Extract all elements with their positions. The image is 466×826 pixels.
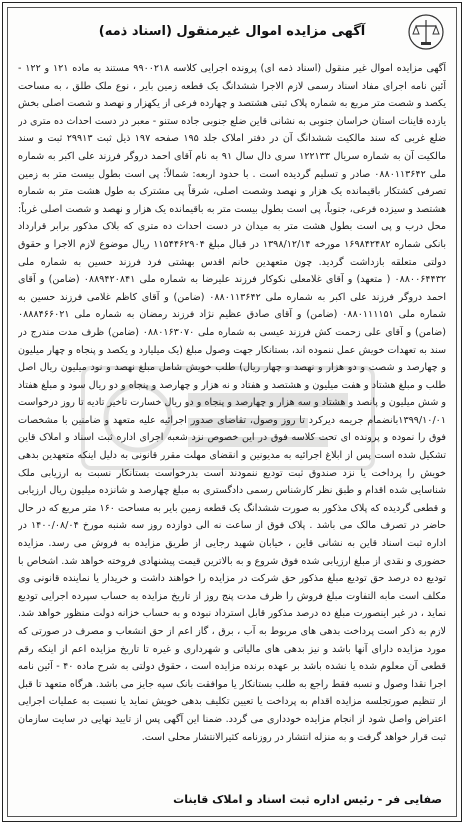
notice-signature: صفایی فر - رئیس اداره ثبت اسناد و املاک قاینات <box>173 793 442 806</box>
notice-inner-border <box>7 7 457 817</box>
notice-title: آگهی مزایده اموال غیرمنقول (اسناد ذمه) <box>98 23 366 39</box>
notice-body: آگهی مزایده اموال غیر منقول (اسناد ذمه ای) پرونده اجرایی کلاسه ۹۹۰۰۲۱۸ مستند به ماده ۱۲۱ و ۱۲۲ - آئین نامه اجرای مفاد اسناد رسمی لازم الاجرا ششدانگ یک قطعه زمین بایر ، نوع ملک طلق ، به مساحت یکصد و شصت متر مربع به شماره پلاک ثبتی هشتصد و چهارده فرعی از یکهزار و نهصد و شصت اصلی بخش یازده قاینات استان خراسان جنوبی به نشانی قاین ضلع جنوبی جاده ستنو - معبر در دست احداث ده متری در ضلع غربی که سند مالکیت ششدانگ آن در دفتر املاک جلد ۱۹۵ صفحه ۱۹۷ ذیل ثبت ۲۹۹۱۳ ثبت و سند مالکیت آن به شماره سریال ۱۲۲۱۳۳ سری دال سال ۹۱ به نام آقای احمد دروگر فرزند علی اکبر به شماره ملی ۰۸۸۰۱۱۳۶۴۲ صادر و تسلیم گردیده است . با حدود اربعه: شمالاً: پی است بطول بیست متر به زمین تصرفی کشتکار باقیمانده یک هزار و نهصد وشصت اصلی، شرقاً پی مشترک به طول هشت متر به شماره هشتصد و سیزده فرعی، جنوباً، پی است بطول بیست متر به باقیمانده یک هزار و نهصد و شصت اصلی غرباً: محل درب و پی است بطول هشت متر به میدان در دست احداث ده متری که بلاک مذکور برابر قرارداد بانکی شماره ۱۶۹۸۴۲۴۸۲ مورخه ۱۳۹۸/۱۲/۱۴ در قبال مبلغ ۱۱۵۴۴۶۲۹۰۴ ریال موضوع لازم الاجرا و حقوق دولتی متعلقه بازداشت گردید. چون متعهدین خانم اقدس بهشتی فرد فرزند حسین به شماره ملی ۰۸۸۰۰۶۴۴۳۲ ( متعهد) و آقای غلامعلی نکوکار فرزند علیرضا به شماره ملی ۰۸۸۹۴۲۰۸۴۱ (ضامن) و آقای احمد دروگر فرزند علی اکبر به شماره ملی ۰۸۸۰۱۱۳۶۴۲ (ضامن) و آقای کاظم غلامی فرزند حسین به شماره ملی ۰۸۸۰۱۱۱۱۵۱ (ضامن) و آقای صادق عظیم نژاد فرزند رمضان به شماره ملی ۰۸۸۸۴۶۶۰۲۱ (ضامن) و آقای علی زحمت کش فرزند عیسی به شماره ملی ۰۸۸۰۱۶۳۰۷۰ (ضامن) ظرف مدت مندرج در سند به تعهدات خویش عمل ننموده اند، بستانکار جهت وصول مبلغ (یک میلیارد و یکصد و پنجاه و چهار میلیون و چهارصد و شصت و دو هزار و نهصد و چهار ریال) طلب خویش شامل مبلغ نهصد و نود میلیون ریال اصل طلب و مبلغ هشتاد و هفت میلیون و هشتصد و هفتاد و نه هزار و چهارصد و پنجاه و دو ریال سود و مبلغ هفتاد و شش میلیون و پانصد و هشتاد و سه هزار و چهارصد و پنجاه و دو ریال خسارت تاخیر تادیه تا روز درخواست ۱۳۹۹/۱۰/۰۱بانضمام جریمه دیرکرد تا روز وصول، تقاضای صدور اجرائیه علیه متعهد و ضامنین با مشخصات فوق را نموده و پرونده ای تحت کلاسه فوق در این خصوص نزد شعبه اجرای اداره ثبت اسناد و املاک قاین تشکیل شده است پس از ابلاغ اجرائیه به مدیونین و انقضای مهلت مقرر قانونی به دلیل اینکه متعهدین بدهی خویش را پرداخت یا نزد صندوق ثبت تودیع ننمودند است بدرخواست بستانکار نسبت به ارزیابی ملک شناسایی شده اقدام و طبق نظر کارشناس رسمی دادگستری به مبلغ چهارصد و شانزده میلیون ریال ارزیابی و قطعی گردیده که پلاک مذکور به صورت ششدانگ یک قطعه زمین بایر به مساحت ۱۶۰ متر مربع که در حال حاضر در تصرف مالک می باشد . پلاک فوق از ساعت نه الی دوازده روز سه شنبه مورخ ۱۴۰۰/۰۸/۰۴ در اداره ثبت اسناد قاین به نشانی قاین ، خیابان شهید رجایی از طریق مزایده به فروش می رسد. مزایده حضوری و نقدی از مبلغ ارزیابی شده فوق شروع و به بالاترین قیمت پیشنهادی فروخته خواهد شد. اشخاص با تودیع ده درصد حق تودیع مبلغ مذکور حق شرکت در مزایده را خواهند داشت و خریدار یا نماینده قانونی وی مکلف است مابه التفاوت مبلغ فروش را ظرف مدت پنج روز از تاریخ مزایده به حساب سپرده اجرایی تودیع نماید ، در غیر اینصورت مبلغ ده درصد مذکور قابل استرداد نبوده و به حساب خزانه دولت منظور خواهد شد. لازم به ذکر است پرداخت بدهی های مربوط به آب ، برق ، گاز اعم از حق انشعاب و مصرف در صورتی که مورد مزایده دارای آنها باشد و نیز بدهی های مالیاتی و شهرداری و غیره تا تاریخ مزایده اعم از اینکه رقم قطعی آن معلوم شده یا نشده باشد بر عهده برنده مزایده است ، حقوق دولتی به شرح ماده ۴۰ - آئین نامه اجرا نقدا وصول و نسبه فقط راجع به طلب بستانکار یا موافقت بانک سپه جایز می باشد. هرگاه متعهد تا قبل از تنظیم صورتجلسه مزایده اقدام به پرداخت یا تعیین تکلیف بدهی خویش نماید یا نسبت به عملیات اجرایی اعتراض واصل شود از انجام مزایده خودداری می گردد. ضمنا این آگهی پس از تایید نهایی در سایت سازمان ثبت قرار خواهد گرفت و به منزله انتشار در روزنامه کثیرالانتشار محلی است. <box>18 63 446 743</box>
notice-header <box>8 8 456 54</box>
registry-emblem-icon <box>406 12 446 52</box>
notice-frame <box>2 2 462 822</box>
